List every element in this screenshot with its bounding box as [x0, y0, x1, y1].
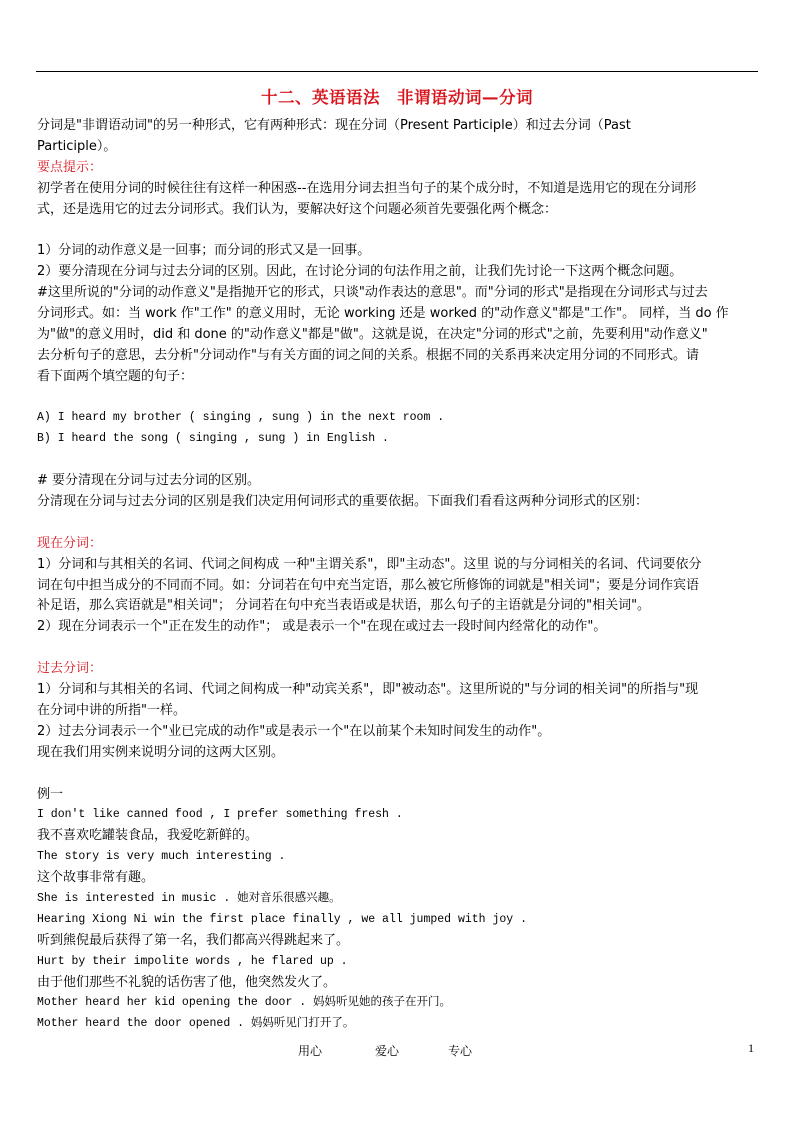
blank-line — [37, 388, 759, 409]
text-line: 由于他们那些不礼貌的话伤害了他，他突然发火了。 — [37, 974, 337, 990]
text-line: 去分析句子的意思，去分析"分词动作"与有关方面的词之间的关系。根据不同的关系再来决定用分词的不同形式。请 — [37, 347, 699, 363]
blank-line — [37, 764, 759, 785]
text-line: Hearing Xiong Ni win the first place finally , we all jumped with joy . — [37, 912, 527, 926]
text-line: 初学者在使用分词的时候往往有这样一种困惑--在选用分词去担当句子的某个成分时，不知道是选用它的现在分词形 — [37, 180, 697, 196]
header-rule — [36, 71, 758, 72]
text-line: 看下面两个填空题的句子： — [37, 368, 194, 384]
text-line: 1）分词的动作意义是一回事；而分词的形式又是一回事。 — [37, 243, 371, 259]
text-line: I don't like canned food , I prefer something fresh . — [37, 808, 403, 822]
blank-line — [37, 638, 759, 659]
text-line: B) I heard the song ( singing , sung ) in English . — [37, 432, 389, 446]
text-line: Hurt by their impolite words , he flared up . — [37, 954, 348, 968]
section-heading: 过去分词： — [37, 661, 103, 677]
text-line: 式，还是选用它的过去分词形式。我们认为，要解决好这个问题必须首先要强化两个概念： — [37, 201, 558, 217]
text-line: 我不喜欢吃罐装食品，我爱吃新鲜的。 — [37, 828, 259, 844]
page-title: 十二、英语语法 非谓语动词—分词 — [261, 88, 533, 107]
text-line: She is interested in music . 她对音乐很感兴趣。 — [37, 891, 341, 905]
text-line: 补足语，那么宾语就是"相关词"； 分词若在句中充当表语或是状语，那么句子的主语就是分词的"相关词"。 — [37, 598, 651, 614]
text-line: 1）分词和与其相关的名词、代词之间构成 一种"主谓关系"，即"主动态"。这里 说的与分词相关的名词、代词要依分 — [37, 556, 702, 572]
text-line: 分词是"非谓语动词"的另一种形式，它有两种形式：现在分词（Present Participle）和过去分词（Past — [37, 118, 631, 133]
text-line: 2）现在分词表示一个"正在发生的动作"； 或是表示一个"在现在或过去一段时间内经常化的动作"。 — [37, 619, 607, 635]
section-heading: 现在分词： — [37, 535, 103, 551]
section-heading: 要点提示： — [37, 159, 103, 175]
blank-line — [37, 450, 759, 471]
text-line: 在分词中讲的所指"一样。 — [37, 702, 186, 718]
text-line: 1）分词和与其相关的名词、代词之间构成一种"动宾关系"，即"被动态"。这里所说的"与分词的相关词"的所指与"现 — [37, 682, 699, 698]
text-line: 分清现在分词与过去分词的区别是我们决定用何词形式的重要依据。下面我们看看这两种分词形式的区别： — [37, 494, 649, 510]
text-line: 例一 — [37, 786, 64, 802]
footer-word-1: 用心 — [298, 1044, 323, 1058]
text-line: 为"做"的意义用时，did 和 done 的"动作意义"都是"做"。这就是说，在决定"分词的形式"之前，先要利用"动作意义" — [37, 326, 708, 342]
document-body — [37, 116, 759, 1035]
text-line: A) I heard my brother ( singing , sung ) in the next room . — [37, 411, 445, 425]
text-line: #这里所说的"分词的动作意义"是指抛开它的形式，只谈"动作表达的意思"。而"分词的形式"是指现在分词形式与过去 — [37, 285, 708, 301]
text-line: 现在我们用实例来说明分词的这两大区别。 — [37, 744, 285, 760]
blank-line — [37, 513, 759, 534]
text-line: Mother heard her kid opening the door . 妈妈听见她的孩子在开门。 — [37, 996, 452, 1010]
text-line: 这个故事非常有趣。 — [37, 870, 155, 886]
text-line: The story is very much interesting . — [37, 850, 286, 864]
text-line: # 要分清现在分词与过去分词的区别。 — [37, 473, 261, 489]
footer-word-3: 专心 — [448, 1044, 473, 1058]
text-line: 听到熊倪最后获得了第一名，我们都高兴得跳起来了。 — [37, 932, 350, 948]
text-line: 词在句中担当成分的不同而不同。如：分词若在句中充当定语，那么被它所修饰的词就是"相关词"；要是分词作宾语 — [37, 577, 699, 593]
blank-line — [37, 220, 759, 241]
text-line: 分词形式。如：当 work 作"工作" 的意义用时，无论 working 还是 worked 的"动作意义"都是"工作"。 同样，当 do 作 — [37, 306, 729, 322]
text-line: Participle）。 — [37, 138, 117, 154]
text-line: Mother heard the door opened . 妈妈听见门打开了。 — [37, 1017, 355, 1031]
text-line: 2）要分清现在分词与过去分词的区别。因此，在讨论分词的句法作用之前，让我们先讨论一下这两个概念问题。 — [37, 264, 683, 280]
footer-word-2: 爱心 — [375, 1044, 400, 1058]
page-number: 1 — [748, 1041, 754, 1055]
text-line: 2）过去分词表示一个"业已完成的动作"或是表示一个"在以前某个未知时间发生的动作"。 — [37, 723, 551, 739]
